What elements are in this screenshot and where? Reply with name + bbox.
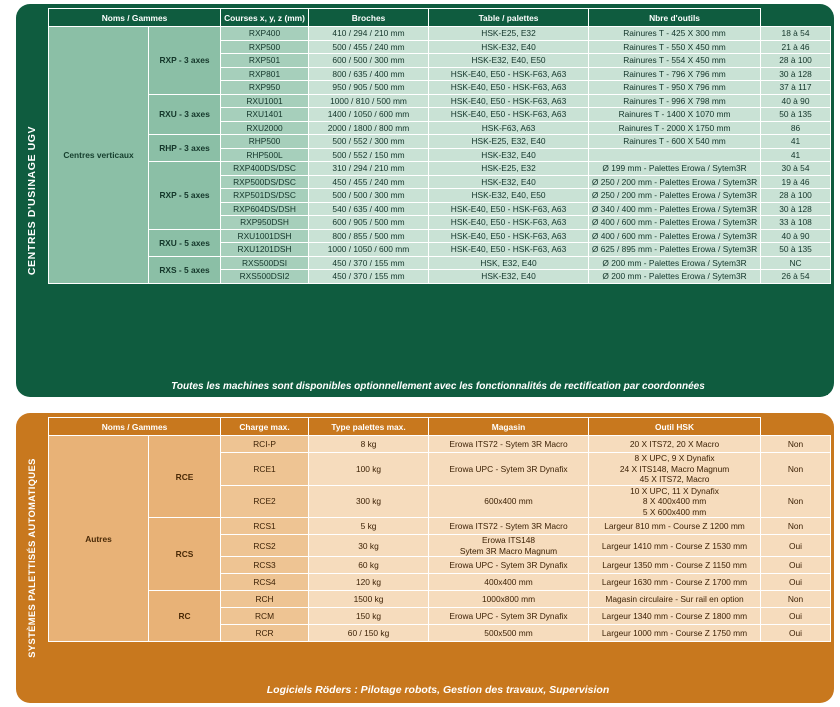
table-cell: HSK-F63, A63: [429, 121, 589, 135]
table-cell: 1500 kg: [309, 591, 429, 608]
model-name-cell: RXP604DS/DSH: [221, 202, 309, 216]
table-row: [49, 436, 831, 453]
model-name-cell: RXS500DSI2: [221, 270, 309, 284]
table-cell: NC: [761, 256, 831, 270]
model-name-cell: RXP400: [221, 27, 309, 41]
table-cell: 30 à 128: [761, 202, 831, 216]
table-cell: 120 kg: [309, 574, 429, 591]
table-cell: 950 / 905 / 500 mm: [309, 81, 429, 95]
table-cell: Rainures T - 950 X 796 mm: [589, 81, 761, 95]
table-cell: 1400 / 1050 / 600 mm: [309, 108, 429, 122]
model-name-cell: RCM: [221, 608, 309, 625]
table-row: [49, 27, 831, 41]
table-row: [49, 94, 831, 108]
table-cell: 50 à 135: [761, 243, 831, 257]
model-name-cell: RXU1201DSH: [221, 243, 309, 257]
column-header: Charge max.: [221, 418, 309, 436]
table-cell: Rainures T - 1400 X 1070 mm: [589, 108, 761, 122]
table-cell: Erowa ITS72 - Sytem 3R Macro: [429, 518, 589, 535]
table-cell: HSK-E32, E40: [429, 148, 589, 162]
group-label-cell: Centres verticaux: [49, 27, 149, 284]
machining-centers-sidebar: [16, 4, 48, 397]
table-cell: HSK-E32, E40: [429, 40, 589, 54]
model-name-cell: RCH: [221, 591, 309, 608]
table-cell: Rainures T - 554 X 450 mm: [589, 54, 761, 68]
table-cell: 150 kg: [309, 608, 429, 625]
table-cell: 20 X ITS72, 20 X Macro: [589, 436, 761, 453]
table-row: [49, 229, 831, 243]
model-name-cell: RCS3: [221, 557, 309, 574]
table-cell: 450 / 455 / 240 mm: [309, 175, 429, 189]
table-cell: Largeur 1410 mm - Course Z 1530 mm: [589, 535, 761, 557]
table-cell: 450 / 370 / 155 mm: [309, 256, 429, 270]
table-cell: HSK-E40, E50 - HSK-F63, A63: [429, 94, 589, 108]
table-cell: Non: [761, 453, 831, 486]
table-cell: 19 à 46: [761, 175, 831, 189]
table-cell: Ø 400 / 600 mm - Palettes Erowa / Sytem3R: [589, 216, 761, 230]
model-name-cell: RCE2: [221, 485, 309, 518]
table-cell: 60 kg: [309, 557, 429, 574]
table-cell: 28 à 100: [761, 54, 831, 68]
family-name-cell: RHP - 3 axes: [149, 135, 221, 162]
table-cell: 500 / 455 / 240 mm: [309, 40, 429, 54]
palletized-systems-table: [48, 417, 831, 642]
model-name-cell: RCE1: [221, 453, 309, 486]
table-cell: Ø 250 / 200 mm - Palettes Erowa / Sytem3R: [589, 189, 761, 203]
machining-centers-body: [48, 4, 834, 397]
table-cell: HSK-E40, E50 - HSK-F63, A63: [429, 216, 589, 230]
table-cell: HSK-E25, E32, E40: [429, 135, 589, 149]
table-cell: 100 kg: [309, 453, 429, 486]
table-cell: 410 / 294 / 210 mm: [309, 27, 429, 41]
table-cell: Erowa UPC - Sytem 3R Dynafix: [429, 557, 589, 574]
model-name-cell: RCI-P: [221, 436, 309, 453]
table-cell: 18 à 54: [761, 27, 831, 41]
model-name-cell: RHP500: [221, 135, 309, 149]
table-cell: HSK-E32, E40, E50: [429, 54, 589, 68]
table-cell: HSK-E40, E50 - HSK-F63, A63: [429, 81, 589, 95]
table-cell: Erowa UPC - Sytem 3R Dynafix: [429, 608, 589, 625]
table-cell: 28 à 100: [761, 189, 831, 203]
column-header: Broches: [309, 9, 429, 27]
family-name-cell: RXU - 5 axes: [149, 229, 221, 256]
table-cell: 41: [761, 135, 831, 149]
table-cell: Ø 250 / 200 mm - Palettes Erowa / Sytem3R: [589, 175, 761, 189]
table-cell: 10 X UPC, 11 X Dynafix 8 X 400x400 mm 5 X 600x400 mm: [589, 485, 761, 518]
table-cell: 37 à 117: [761, 81, 831, 95]
table-cell: Rainures T - 550 X 450 mm: [589, 40, 761, 54]
table-cell: Rainures T - 2000 X 1750 mm: [589, 121, 761, 135]
table-cell: Magasin circulaire - Sur rail en option: [589, 591, 761, 608]
column-header: Magasin: [429, 418, 589, 436]
palletized-systems-body: [48, 413, 834, 703]
family-name-cell: RCE: [149, 436, 221, 518]
table-cell: Oui: [761, 574, 831, 591]
table-cell: HSK-E40, E50 - HSK-F63, A63: [429, 108, 589, 122]
model-name-cell: RCR: [221, 625, 309, 642]
table-cell: Largeur 1350 mm - Course Z 1150 mm: [589, 557, 761, 574]
table-cell: 40 à 90: [761, 229, 831, 243]
table-cell: 30 à 128: [761, 67, 831, 81]
model-name-cell: RXP500: [221, 40, 309, 54]
table-cell: Oui: [761, 625, 831, 642]
table-cell: Ø 625 / 895 mm - Palettes Erowa / Sytem3R: [589, 243, 761, 257]
table-cell: Rainures T - 796 X 796 mm: [589, 67, 761, 81]
table-cell: Erowa ITS72 - Sytem 3R Macro: [429, 436, 589, 453]
table-cell: 86: [761, 121, 831, 135]
table-cell: Non: [761, 518, 831, 535]
table-row: [49, 256, 831, 270]
table-cell: 500 / 552 / 150 mm: [309, 148, 429, 162]
table-cell: Oui: [761, 557, 831, 574]
table-cell: HSK-E40, E50 - HSK-F63, A63: [429, 229, 589, 243]
table-cell: 30 à 54: [761, 162, 831, 176]
family-name-cell: RXS - 5 axes: [149, 256, 221, 283]
table-cell: HSK-E40, E50 - HSK-F63, A63: [429, 202, 589, 216]
model-name-cell: RXP950DSH: [221, 216, 309, 230]
table-cell: 33 à 108: [761, 216, 831, 230]
model-name-cell: RXP500DS/DSC: [221, 175, 309, 189]
table-cell: HSK-E25, E32: [429, 27, 589, 41]
family-name-cell: RCS: [149, 518, 221, 591]
palletized-systems-sidebar-label: SYSTÈMES PALETTISÉS AUTOMATIQUES: [27, 458, 37, 658]
table-cell: 800 / 855 / 500 mm: [309, 229, 429, 243]
table-cell: 450 / 370 / 155 mm: [309, 270, 429, 284]
table-cell: Oui: [761, 535, 831, 557]
table-cell: 540 / 635 / 400 mm: [309, 202, 429, 216]
table-cell: Ø 200 mm - Palettes Erowa / Sytem3R: [589, 270, 761, 284]
machining-centers-footer: Toutes les machines sont disponibles optionnellement avec les fonctionnalités de rectification par coordonnées: [48, 378, 828, 395]
table-cell: 40 à 90: [761, 94, 831, 108]
table-cell: 500 / 500 / 300 mm: [309, 189, 429, 203]
model-name-cell: RXU1001DSH: [221, 229, 309, 243]
palletized-systems-sidebar: [16, 413, 48, 703]
table-cell: 5 kg: [309, 518, 429, 535]
table-cell: Ø 200 mm - Palettes Erowa / Sytem3R: [589, 256, 761, 270]
table-cell: 50 à 135: [761, 108, 831, 122]
table-cell: 600 / 905 / 500 mm: [309, 216, 429, 230]
column-header: Outil HSK: [589, 418, 761, 436]
table-cell: Non: [761, 436, 831, 453]
table-cell: 1000 / 810 / 500 mm: [309, 94, 429, 108]
model-name-cell: RCS4: [221, 574, 309, 591]
table-row: [49, 135, 831, 149]
table-cell: 1000 / 1050 / 600 mm: [309, 243, 429, 257]
table-cell: Erowa ITS148 Sytem 3R Macro Magnum: [429, 535, 589, 557]
model-name-cell: RXU1001: [221, 94, 309, 108]
table-cell: 60 / 150 kg: [309, 625, 429, 642]
table-cell: 8 X UPC, 9 X Dynafix 24 X ITS148, Macro Magnum 45 X ITS72, Macro: [589, 453, 761, 486]
table-cell: 1000x800 mm: [429, 591, 589, 608]
model-name-cell: RXU1401: [221, 108, 309, 122]
model-name-cell: RHP500L: [221, 148, 309, 162]
model-name-cell: RXU2000: [221, 121, 309, 135]
table-cell: HSK-E32, E40, E50: [429, 189, 589, 203]
palletized-systems-block: [16, 413, 834, 703]
table-cell: 8 kg: [309, 436, 429, 453]
machining-centers-table: [48, 8, 831, 284]
model-name-cell: RCS1: [221, 518, 309, 535]
table-cell: 2000 / 1800 / 800 mm: [309, 121, 429, 135]
table-row: [49, 162, 831, 176]
column-header: Courses x, y, z (mm): [221, 9, 309, 27]
column-header: Type palettes max.: [309, 418, 429, 436]
palletized-systems-footer: Logiciels Röders : Pilotage robots, Gestion des travaux, Supervision: [48, 681, 828, 699]
table-cell: Oui: [761, 608, 831, 625]
table-cell: Erowa UPC - Sytem 3R Dynafix: [429, 453, 589, 486]
table-cell: Ø 199 mm - Palettes Erowa / Sytem3R: [589, 162, 761, 176]
table-cell: 300 kg: [309, 485, 429, 518]
table-cell: 41: [761, 148, 831, 162]
table-cell: Non: [761, 485, 831, 518]
table-cell: 500 / 552 / 300 mm: [309, 135, 429, 149]
table-row: [49, 591, 831, 608]
family-name-cell: RXU - 3 axes: [149, 94, 221, 135]
model-name-cell: RXP501DS/DSC: [221, 189, 309, 203]
model-name-cell: RXP501: [221, 54, 309, 68]
model-name-cell: RXP801: [221, 67, 309, 81]
table-cell: 600 / 500 / 300 mm: [309, 54, 429, 68]
table-cell: HSK-E40, E50 - HSK-F63, A63: [429, 67, 589, 81]
table-cell: Largeur 1340 mm - Course Z 1800 mm: [589, 608, 761, 625]
table-cell: Ø 400 / 600 mm - Palettes Erowa / Sytem3R: [589, 229, 761, 243]
table-cell: Rainures T - 600 X 540 mm: [589, 135, 761, 149]
model-name-cell: RCS2: [221, 535, 309, 557]
table-cell: [589, 148, 761, 162]
machining-centers-block: [16, 4, 834, 397]
table-cell: HSK-E32, E40: [429, 270, 589, 284]
column-header: Table / palettes: [429, 9, 589, 27]
table-cell: 310 / 294 / 210 mm: [309, 162, 429, 176]
family-name-cell: RXP - 5 axes: [149, 162, 221, 230]
table-cell: 26 à 54: [761, 270, 831, 284]
column-header: Noms / Gammes: [49, 9, 221, 27]
table-cell: Largeur 1630 mm - Course Z 1700 mm: [589, 574, 761, 591]
machining-centers-sidebar-label: CENTRES D'USINAGE UGV: [26, 125, 38, 276]
table-cell: Ø 340 / 400 mm - Palettes Erowa / Sytem3R: [589, 202, 761, 216]
table-cell: 21 à 46: [761, 40, 831, 54]
table-row: [49, 518, 831, 535]
column-header: Nbre d'outils: [589, 9, 761, 27]
table-cell: Rainures T - 996 X 798 mm: [589, 94, 761, 108]
family-name-cell: RXP - 3 axes: [149, 27, 221, 95]
table-cell: HSK-E25, E32: [429, 162, 589, 176]
model-name-cell: RXS500DSI: [221, 256, 309, 270]
table-cell: 400x400 mm: [429, 574, 589, 591]
table-cell: HSK-E40, E50 - HSK-F63, A63: [429, 243, 589, 257]
table-cell: Rainures T - 425 X 300 mm: [589, 27, 761, 41]
table-cell: 600x400 mm: [429, 485, 589, 518]
column-header: Noms / Gammes: [49, 418, 221, 436]
table-cell: Largeur 1000 mm - Course Z 1750 mm: [589, 625, 761, 642]
table-cell: Largeur 810 mm - Course Z 1200 mm: [589, 518, 761, 535]
family-name-cell: RC: [149, 591, 221, 642]
group-label-cell: Autres: [49, 436, 149, 642]
table-cell: Non: [761, 591, 831, 608]
table-cell: 500x500 mm: [429, 625, 589, 642]
table-cell: 800 / 635 / 400 mm: [309, 67, 429, 81]
model-name-cell: RXP400DS/DSC: [221, 162, 309, 176]
table-cell: HSK-E32, E40: [429, 175, 589, 189]
table-cell: HSK, E32, E40: [429, 256, 589, 270]
table-cell: 30 kg: [309, 535, 429, 557]
model-name-cell: RXP950: [221, 81, 309, 95]
